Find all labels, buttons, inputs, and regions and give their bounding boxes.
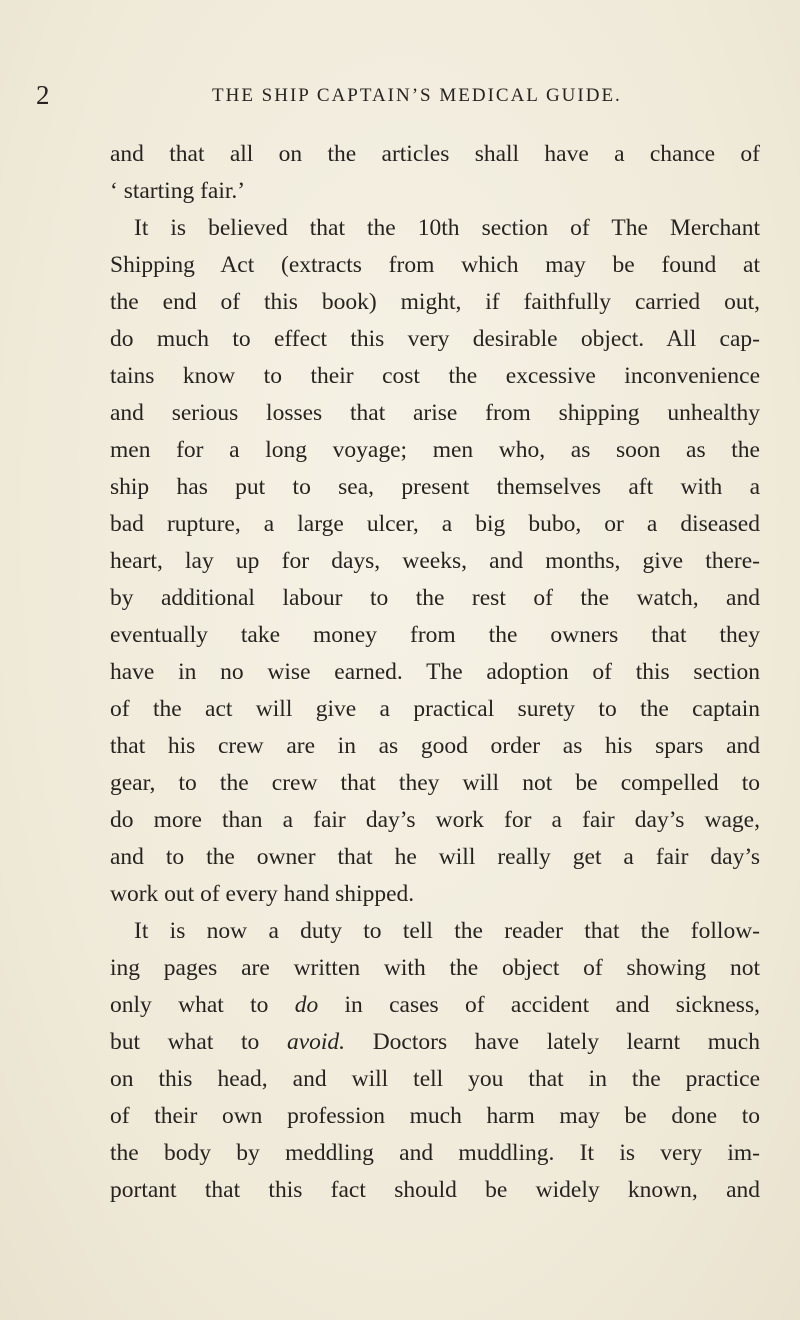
text-line: heart, lay up for days, weeks, and months, give there- [110,548,760,574]
text-segment: Doctors have lately learnt much [345,1029,760,1055]
text-segment: but what to [110,1029,287,1055]
text-line: ship has put to sea, present themselves aft with a [110,474,760,500]
text-line: bad rupture, a large ulcer, a big bubo, or a diseased [110,511,760,537]
text-segment: in cases of accident and sickness, [318,992,760,1018]
text-line: tains know to their cost the excessive inconvenience [110,363,760,389]
text-line: have in no wise earned. The adoption of this section [110,659,760,685]
text-segment: only what to [110,992,295,1018]
text-line: gear, to the crew that they will not be compelled to [110,770,760,796]
text-line: and serious losses that arise from shipping unhealthy [110,400,760,426]
text-line: do much to effect this very desirable object. All cap- [110,326,760,352]
page-header [0,78,800,112]
text-line: of the act will give a practical surety to the captain [110,696,760,722]
text-line: the end of this book) might, if faithfully carried out, [110,289,760,315]
text-line: It is believed that the 10th section of The Merchant [134,215,760,241]
text-line: that his crew are in as good order as his spars and [110,733,760,759]
text-line: It is now a duty to tell the reader that the follow- [134,918,760,944]
page-number: 2 [36,80,50,110]
body-text [110,136,760,1209]
text-line: ing pages are written with the object of showing not [110,955,760,981]
emphasis-do: do [294,992,319,1018]
text-line: eventually take money from the owners that they [110,622,760,648]
text-line: work out of every hand shipped. [110,881,415,907]
text-line: men for a long voyage; men who, as soon as the [110,437,760,463]
text-line: do more than a fair day’s work for a fair day’s wage, [110,807,760,833]
text-line [110,1024,760,1061]
emphasis-avoid: avoid. [286,1029,346,1055]
text-line: Shipping Act (extracts from which may be found at [110,252,760,278]
text-line: portant that this fact should be widely known, and [110,1177,760,1203]
text-line: the body by meddling and muddling. It is very im- [110,1140,760,1166]
text-line: and to the owner that he will really get a fair day’s [110,844,760,870]
text-line: ‘ starting fair.’ [110,178,246,204]
text-line: by additional labour to the rest of the watch, and [110,585,760,611]
text-line [110,987,760,1024]
text-line: on this head, and will tell you that in the practice [110,1066,760,1092]
text-line: and that all on the articles shall have a chance of [110,141,760,167]
running-title: THE SHIP CAPTAIN’S MEDICAL GUIDE. [212,85,622,106]
text-line: of their own profession much harm may be done to [110,1103,760,1129]
